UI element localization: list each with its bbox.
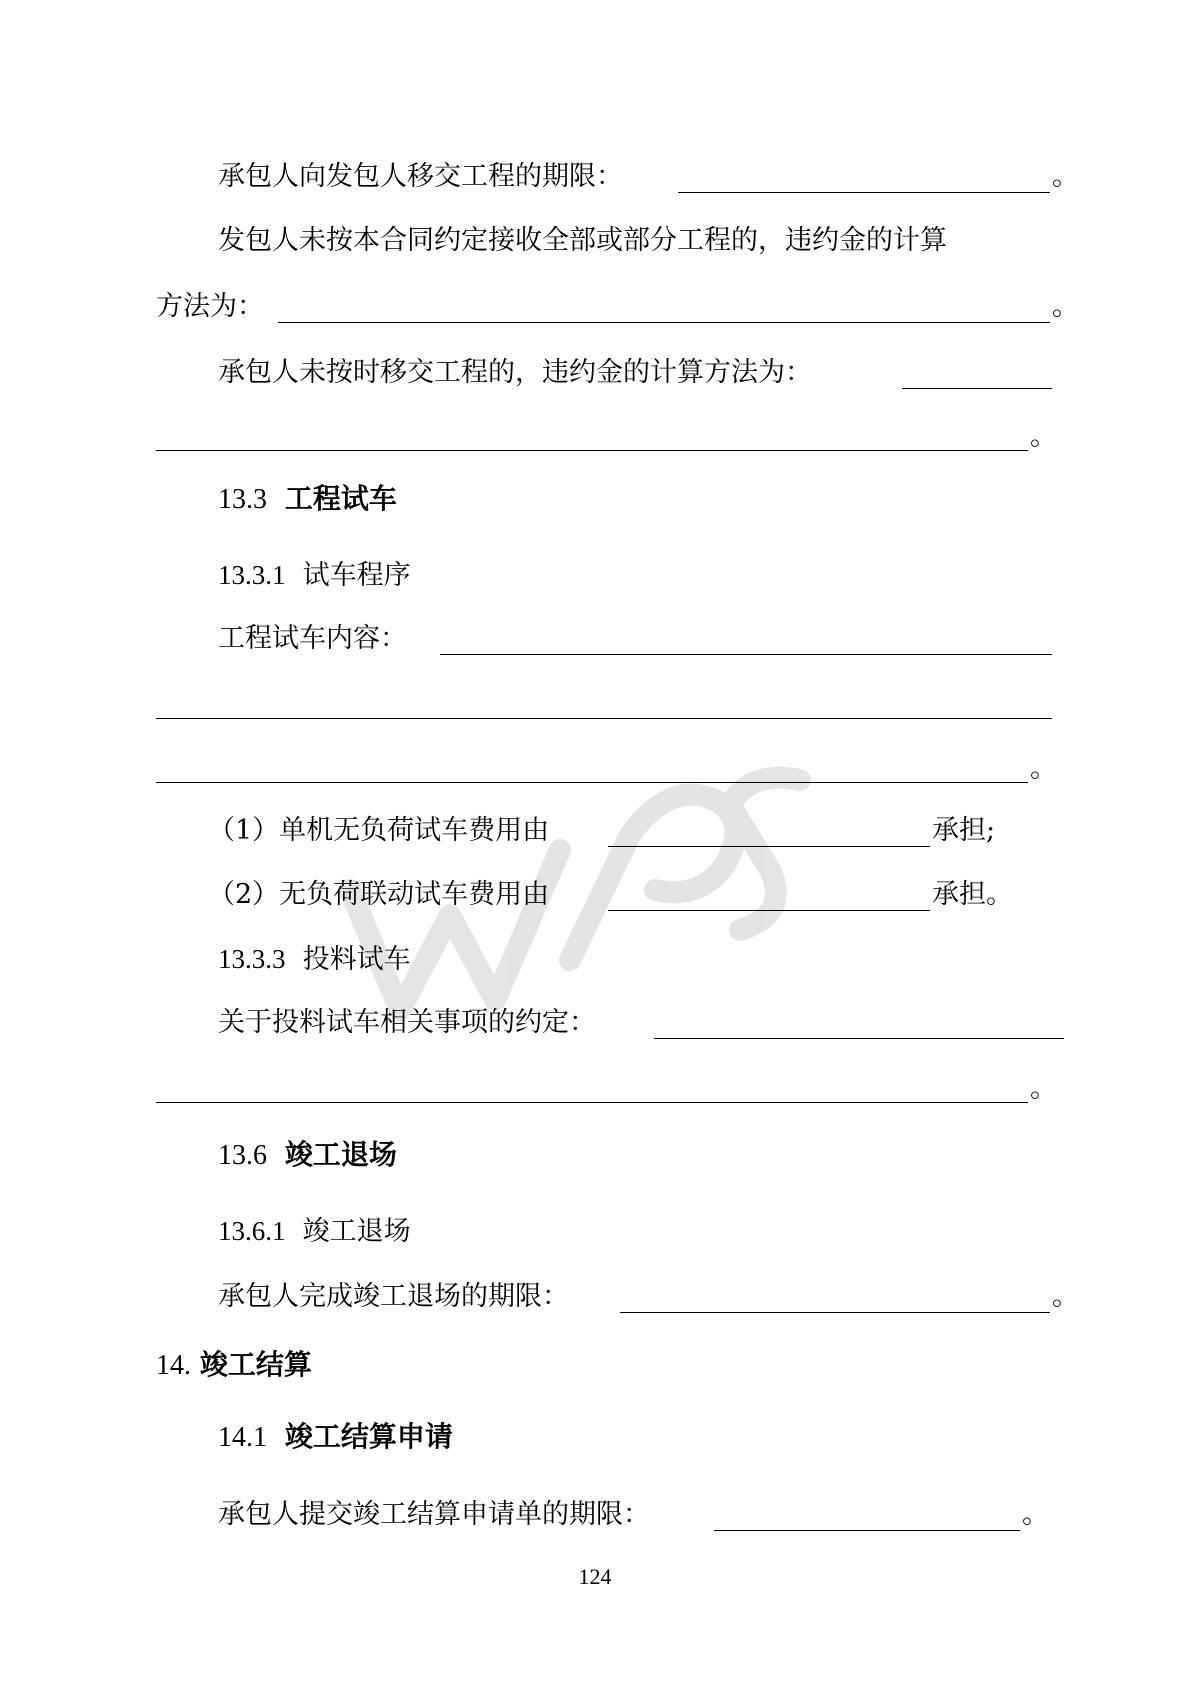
section-title: 工程试车	[284, 482, 397, 515]
section-13-6-1-heading	[218, 1212, 411, 1250]
section-number: 14.1	[218, 1422, 267, 1453]
section-title: 竣工退场	[284, 1138, 397, 1171]
section-number: 14.	[156, 1350, 191, 1381]
section-14-1-heading	[218, 1418, 453, 1456]
exit-deadline-blank[interactable]	[620, 1312, 1050, 1313]
exit-deadline-label: 承包人完成竣工退场的期限：	[218, 1281, 569, 1312]
period: 。	[1052, 291, 1079, 322]
period: 。	[1052, 161, 1079, 192]
section-14-heading	[156, 1346, 312, 1384]
contractor-penalty-label: 承包人未按时移交工程的，违约金的计算方法为：	[218, 357, 812, 388]
section-number: 13.3.3	[218, 944, 286, 974]
period: 。	[1030, 1073, 1057, 1104]
contractor-penalty-blank-1[interactable]	[902, 388, 1052, 389]
linked-trial-cost-blank[interactable]	[608, 910, 930, 911]
period: 。	[1052, 1281, 1079, 1312]
contractor-penalty-blank-2[interactable]	[156, 450, 1028, 451]
single-machine-cost-blank[interactable]	[608, 846, 930, 847]
page-number: 124	[578, 1564, 612, 1589]
trial-content-blank-2[interactable]	[156, 718, 1052, 719]
bear-label: 承担。	[932, 879, 1013, 910]
handover-deadline-blank[interactable]	[678, 192, 1050, 193]
employer-penalty-blank[interactable]	[278, 322, 1050, 323]
penalty-method-label: 方法为：	[156, 291, 264, 322]
settlement-deadline-label: 承包人提交竣工结算申请单的期限：	[218, 1499, 650, 1530]
section-number: 13.6	[218, 1140, 267, 1171]
trial-content-blank-3[interactable]	[156, 782, 1028, 783]
feed-trial-agreement-label: 关于投料试车相关事项的约定：	[218, 1007, 596, 1038]
period: 。	[1030, 421, 1057, 452]
section-13-3-1-heading	[218, 556, 411, 594]
employer-penalty-label: 发包人未按本合同约定接收全部或部分工程的，违约金的计算	[218, 225, 947, 256]
section-title: 试车程序	[302, 560, 411, 591]
section-title: 竣工退场	[302, 1216, 411, 1247]
section-number: 13.3	[218, 484, 267, 515]
section-13-6-heading	[218, 1136, 397, 1174]
section-title: 竣工结算申请	[284, 1420, 453, 1453]
period: 。	[1030, 753, 1057, 784]
linked-trial-cost-label: （2）无负荷联动试车费用由	[208, 879, 550, 910]
section-number: 13.3.1	[218, 560, 286, 590]
feed-trial-blank-2[interactable]	[156, 1102, 1028, 1103]
handover-deadline-label: 承包人向发包人移交工程的期限：	[218, 161, 623, 192]
trial-content-blank-1[interactable]	[440, 654, 1052, 655]
section-title: 竣工结算	[199, 1348, 312, 1381]
single-machine-cost-label: （1）单机无负荷试车费用由	[208, 815, 550, 846]
section-13-3-heading	[218, 480, 397, 518]
section-number: 13.6.1	[218, 1216, 286, 1246]
bear-label: 承担;	[932, 815, 996, 846]
section-13-3-3-heading	[218, 940, 411, 978]
trial-content-label: 工程试车内容：	[218, 623, 407, 654]
settlement-deadline-blank[interactable]	[714, 1530, 1020, 1531]
section-title: 投料试车	[302, 944, 411, 975]
feed-trial-blank-1[interactable]	[654, 1038, 1064, 1039]
period: 。	[1022, 1499, 1049, 1530]
